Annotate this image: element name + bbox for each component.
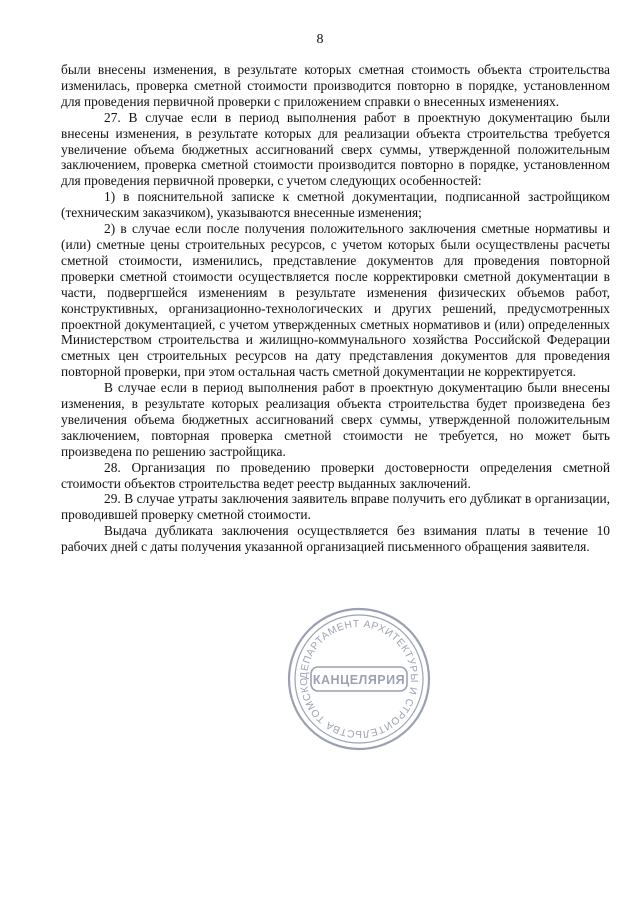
paragraph-duplicate-issue: Выдача дубликата заключения осуществляется без взимания платы в течение 10 рабочих дней с даты получения указанной организацией письменного обращения заявителя. [61,523,610,555]
document-body [61,62,610,555]
office-stamp [284,605,434,753]
paragraph-29: 29. В случае утраты заключения заявитель вправе получить его дубликат в организации, проводившей проверку сметной стоимости. [61,491,610,523]
paragraph-27-item-1: 1) в пояснительной записке к сметной документации, подписанной застройщиком (техническим заказчиком), указываются внесенные изменения; [61,189,610,221]
stamp-graphic [284,605,434,753]
stamp-center-text: КАНЦЕЛЯРИЯ [312,673,406,687]
stamp-ring-text: ДЕПАРТАМЕНТ АРХИТЕКТУРЫ И СТРОИТЕЛЬСТВА ТОМСКО [298,618,420,740]
paragraph-27: 27. В случае если в период выполнения работ в проектную документацию были внесены изменения, в результате которых для реализации объекта строительства требуется увеличение объема бюджетных ассигнований сверх суммы, утвержденной положительным заключением, проверка сметной стоимости производится повторно в порядке, установленном для проведения первичной проверки, с учетом следующих особенностей: [61,109,610,189]
page-number: 8 [316,32,324,47]
paragraph-27-item-2: 2) в случае если после получения положительного заключения сметные нормативы и (или) сметные цены строительных ресурсов, с учетом которых были осуществлены расчеты сметной стоимости, изменились, представление документов для проведения повторной проверки сметной стоимости осуществляется после корректировки сметной документации в части, подвергшейся изменениям в результате изменения физических объемов работ, конструктивных, организационно-технологических и других решений, предусмотренных проектной документацией, с учетом утвержденных сметных нормативов и (или) определенных Министерством строительства и жилищно-коммунального хозяйства Российской Федерации сметных цен строительных ресурсов на дату представления документов для проведения повторной проверки, при этом остальная часть сметной документации не корректируется. [61,221,610,380]
paragraph-27-no-increase: В случае если в период выполнения работ в проектную документацию были внесены изменения, в результате которых реализация объекта строительства будет произведена без увеличения объема бюджетных ассигнований сверх суммы, утвержденной положительным заключением, повторная проверка сметной стоимости не требуется, но может быть произведена по решению застройщика. [61,380,610,459]
paragraph-continuation: были внесены изменения, в результате которых сметная стоимость объекта строительства изменилась, проверка сметной стоимости производится повторно в порядке, установленном для проведения первичной проверки с приложением справки о внесенных изменениях. [61,62,610,109]
paragraph-28: 28. Организация по проведению проверки достоверности определения сметной стоимости объектов строительства ведет реестр выданных заключений. [61,459,610,491]
